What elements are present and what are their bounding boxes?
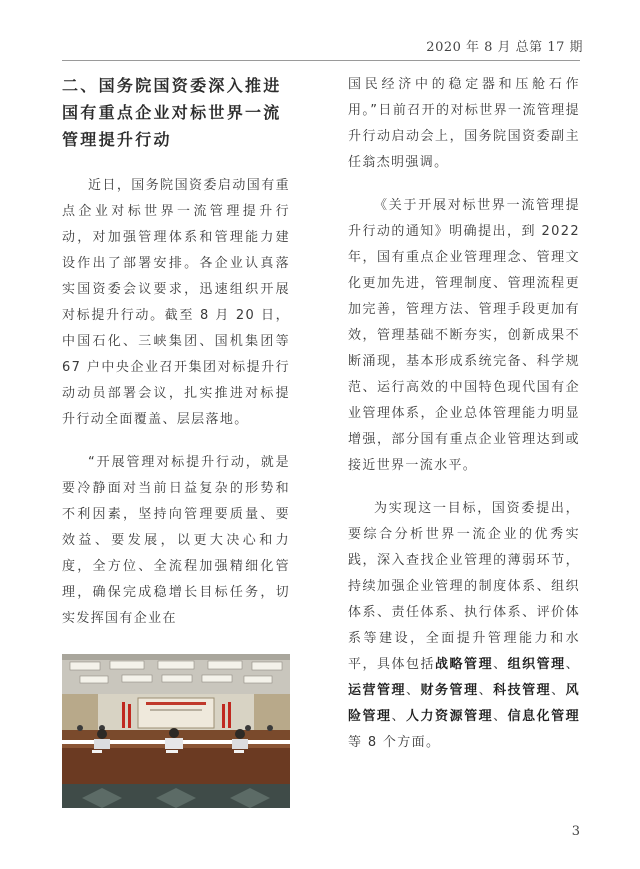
bold-term: 风险管理	[348, 683, 580, 724]
issue-date: 2020 年 8 月 总第 17 期	[426, 40, 583, 55]
paragraph-lead: 为实现这一目标，国资委提出，要综合分析世界一流企业的优秀实践，深入查找企业管理的薄弱环节，持续加强企业管理的制度体系、组织体系、责任体系、执行体系、评价体系等建设，全面提升管理能力和水平，具体包括	[348, 501, 580, 672]
separator: 、	[391, 709, 407, 724]
left-column	[62, 72, 290, 649]
section-title: 二、国务院国资委深入推进国有重点企业对标世界一流管理提升行动	[62, 76, 282, 149]
meeting-photo-image	[62, 654, 290, 808]
separator: 、	[551, 683, 566, 698]
body-paragraph: 《关于开展对标世界一流管理提升行动的通知》明确提出，到 2022 年，国有重点企业管理理念、管理文化更加先进，管理制度、管理流程更加完善，管理方法、管理手段更加有效，管理基础不断夯实，创新成果不断涌现，基本形成系统完备、科学规范、运行高效的中国特色现代国有企业管理体系，企业总体管理能力明显增强，部分国有重点企业管理达到或接近世界一流水平。	[348, 198, 580, 473]
separator: 、	[565, 657, 580, 672]
bold-term: 信息化管理	[507, 709, 580, 724]
bold-term: 战略管理	[435, 657, 494, 672]
bold-term: 组织管理	[507, 657, 566, 672]
bold-term: 财务管理	[420, 683, 479, 698]
separator: 、	[478, 683, 494, 698]
bold-term: 科技管理	[493, 683, 552, 698]
body-paragraph: “开展管理对标提升行动，就是要冷静面对当前日益复杂的形势和不利因素，坚持向管理要质量、要效益、要发展，以更大决心和力度，全方位、全流程加强精细化管理，确保完成稳增长目标任务，切实发挥国有企业在	[62, 455, 290, 626]
separator: 、	[493, 657, 508, 672]
bold-term: 人力资源管理	[406, 709, 494, 724]
header-divider	[62, 60, 580, 61]
body-paragraph: 近日，国务院国资委启动国有重点企业对标世界一流管理提升行动，对加强管理体系和管理能力建设作出了部署安排。各企业认真落实国资委会议要求，迅速组织开展对标提升行动。截至 8 月 20 日，中国石化、三峡集团、国机集团等 67 户中央企业召开集团对标提升行动动员部署会议，扎实推进对标提升行动全面覆盖、层层落地。	[62, 178, 290, 427]
bold-term: 运营管理	[348, 683, 407, 698]
separator: 、	[406, 683, 421, 698]
separator: 、	[493, 709, 508, 724]
page-number: 3	[571, 824, 580, 839]
body-paragraph	[348, 496, 580, 756]
right-column	[348, 72, 580, 773]
meeting-photo	[62, 654, 290, 808]
body-paragraph: 国民经济中的稳定器和压舱石作用。”日前召开的对标世界一流管理提升行动启动会上，国务院国资委副主任翁杰明强调。	[348, 77, 580, 170]
paragraph-tail: 等 8 个方面。	[348, 735, 441, 750]
